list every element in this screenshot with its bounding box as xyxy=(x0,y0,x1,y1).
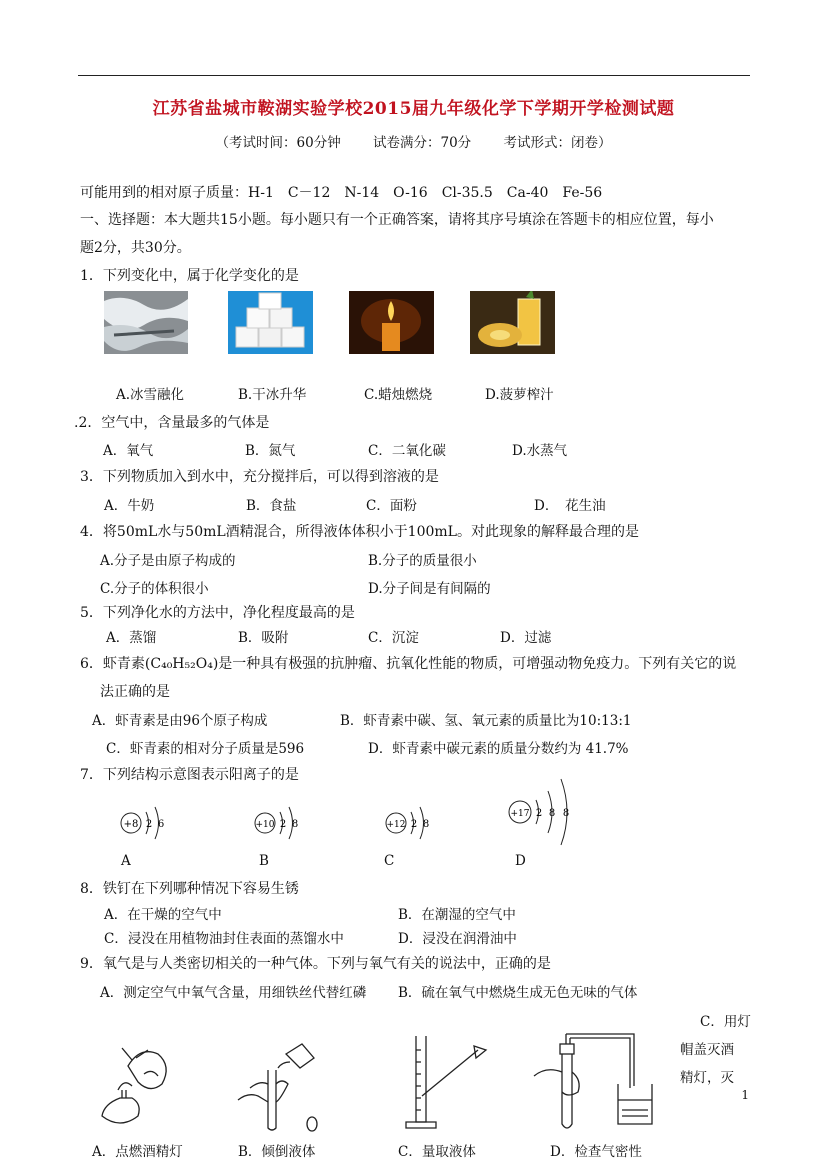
melting-snow-photo xyxy=(104,291,188,354)
atom-b-shell2: 8 xyxy=(291,819,299,830)
atom-c-shell1: 2 xyxy=(410,819,418,830)
dry-ice-photo xyxy=(228,291,313,354)
exam-form: 考试形式：闭卷） xyxy=(503,135,612,151)
full-score: 试卷满分：70分 xyxy=(373,135,472,151)
exam-info xyxy=(0,131,827,151)
q1-stem: 1．下列变化中，属于化学变化的是 xyxy=(80,268,299,284)
q3-option-c: C．面粉 xyxy=(366,498,417,514)
q6-option-d: D．虾青素中碳元素的质量分数约为 41.7% xyxy=(368,741,629,757)
q6-stem-line1: 6．虾青素(C₄₀H₅₂O₄)是一种具有极强的抗肿瘤、抗氧化性能的物质，可增强动物免疫力。下列有关它的说 xyxy=(80,656,737,672)
q6-stem-line2: 法正确的是 xyxy=(100,684,170,700)
q3-option-b: B．食盐 xyxy=(246,498,297,514)
q8-option-d: D．浸没在润滑油中 xyxy=(398,931,517,947)
q9-option-c-line1: C．用灯 xyxy=(700,1014,751,1030)
q4-option-a: A.分子是由原子构成的 xyxy=(100,553,236,569)
q6-option-c: C．虾青素的相对分子质量是596 xyxy=(106,741,305,757)
q3-stem: 3．下列物质加入到水中，充分搅拌后，可以得到溶液的是 xyxy=(80,469,439,485)
section1-line2: 题2分，共30分。 xyxy=(80,240,191,256)
atom-d-label: D xyxy=(515,853,526,869)
q4-option-d: D.分子间是有间隔的 xyxy=(368,581,491,597)
figure-label-a: A．点燃酒精灯 xyxy=(92,1144,183,1160)
q5-stem: 5．下列净化水的方法中，净化程度最高的是 xyxy=(80,605,355,621)
q7-stem: 7．下列结构示意图表示阳离子的是 xyxy=(80,767,299,783)
q2-option-b: B．氮气 xyxy=(245,443,296,459)
atomic-mass-line: 可能用到的相对原子质量：H-1 C－12 N-14 O-16 Cl-35.5 Ca-40 Fe-56 xyxy=(80,185,603,201)
figure-label-c: C．量取液体 xyxy=(398,1144,476,1160)
q9-option-a: A．测定空气中氧气含量，用细铁丝代替红磷 xyxy=(100,985,367,1001)
atom-diagram-a xyxy=(118,798,168,852)
q4-option-b: B.分子的质量很小 xyxy=(368,553,477,569)
figure-label-b: B．倾倒液体 xyxy=(238,1144,316,1160)
measuring-cylinder-figure xyxy=(382,1030,492,1132)
q2-option-c: C．二氧化碳 xyxy=(368,443,446,459)
atom-d-shell2: 8 xyxy=(548,808,556,819)
atom-d-nucleus: +17 xyxy=(510,809,530,819)
alcohol-lamp-lighting-figure xyxy=(92,1038,178,1133)
atom-b-label: B xyxy=(259,853,269,869)
q9-option-b: B．硫在氧气中燃烧生成无色无味的气体 xyxy=(398,985,638,1001)
q6-option-a: A．虾青素是由96个原子构成 xyxy=(92,713,268,729)
q3-option-d: D． 花生油 xyxy=(534,498,606,514)
pouring-liquid-figure xyxy=(230,1040,320,1132)
page-title: 江苏省盐城市鞍湖实验学校2015届九年级化学下学期开学检测试题 xyxy=(152,99,675,119)
q9-option-c-line3: 精灯，灭 xyxy=(680,1070,734,1086)
pineapple-juice-photo xyxy=(470,291,555,354)
atom-a-shell2: 6 xyxy=(157,819,165,830)
q4-option-c: C.分子的体积很小 xyxy=(100,581,209,597)
section1-line1: 一、选择题：本大题共15小题。每小题只有一个正确答案，请将其序号填涂在答题卡的相应位置，每小 xyxy=(80,212,714,228)
q1-option-c: C.蜡烛燃烧 xyxy=(364,387,433,403)
atom-diagram-b xyxy=(252,798,302,852)
q6-option-b: B．虾青素中碳、氢、氧元素的质量比为10:13:1 xyxy=(340,713,632,729)
q9-stem: 9．氧气是与人类密切相关的一种气体。下列与氧气有关的说法中，正确的是 xyxy=(80,956,551,972)
figure-label-d: D．检查气密性 xyxy=(550,1144,642,1160)
q1-option-a: A.冰雪融化 xyxy=(116,387,185,403)
atom-d-shell3: 8 xyxy=(562,808,570,819)
q3-option-a: A．牛奶 xyxy=(104,498,155,514)
q1-option-b: B.干冰升华 xyxy=(238,387,307,403)
exam-time: （考试时间：60分钟 xyxy=(215,135,341,151)
q2-option-d: D.水蒸气 xyxy=(512,443,568,459)
q9-option-c-line2: 帽盖灭酒 xyxy=(680,1042,734,1058)
atom-d-shell1: 2 xyxy=(535,808,543,819)
q8-stem: 8．铁钉在下列哪种情况下容易生锈 xyxy=(80,881,299,897)
q4-stem: 4．将50mL水与50mL酒精混合，所得液体体积小于100mL。对此现象的解释最合理的是 xyxy=(80,524,639,540)
atom-c-shell2: 8 xyxy=(422,819,430,830)
atom-a-label: A xyxy=(121,853,131,869)
header-rule xyxy=(78,75,750,76)
atom-c-label: C xyxy=(384,853,395,869)
atom-b-shell1: 2 xyxy=(279,819,287,830)
q5-option-a: A．蒸馏 xyxy=(106,630,157,646)
candle-photo xyxy=(349,291,434,354)
q5-option-b: B．吸附 xyxy=(238,630,289,646)
atom-diagram-c xyxy=(383,798,433,852)
atom-a-shell1: 2 xyxy=(145,819,153,830)
q1-option-d: D.菠萝榨汁 xyxy=(485,387,554,403)
q8-option-c: C．浸没在用植物油封住表面的蒸馏水中 xyxy=(104,931,344,947)
q5-option-c: C．沉淀 xyxy=(368,630,419,646)
q2-option-a: A．氧气 xyxy=(103,443,154,459)
q8-option-b: B．在潮湿的空气中 xyxy=(398,907,516,923)
airtightness-check-figure xyxy=(522,1028,662,1134)
q5-option-d: D．过滤 xyxy=(500,630,552,646)
atom-c-nucleus: +12 xyxy=(386,820,406,830)
atom-diagram-d xyxy=(506,775,580,853)
atom-b-nucleus: +10 xyxy=(255,820,275,830)
q2-stem: .2．空气中，含量最多的气体是 xyxy=(74,415,270,431)
page-number: 1 xyxy=(741,1088,749,1102)
atom-a-nucleus: +8 xyxy=(123,819,139,830)
q8-option-a: A．在干燥的空气中 xyxy=(104,907,222,923)
